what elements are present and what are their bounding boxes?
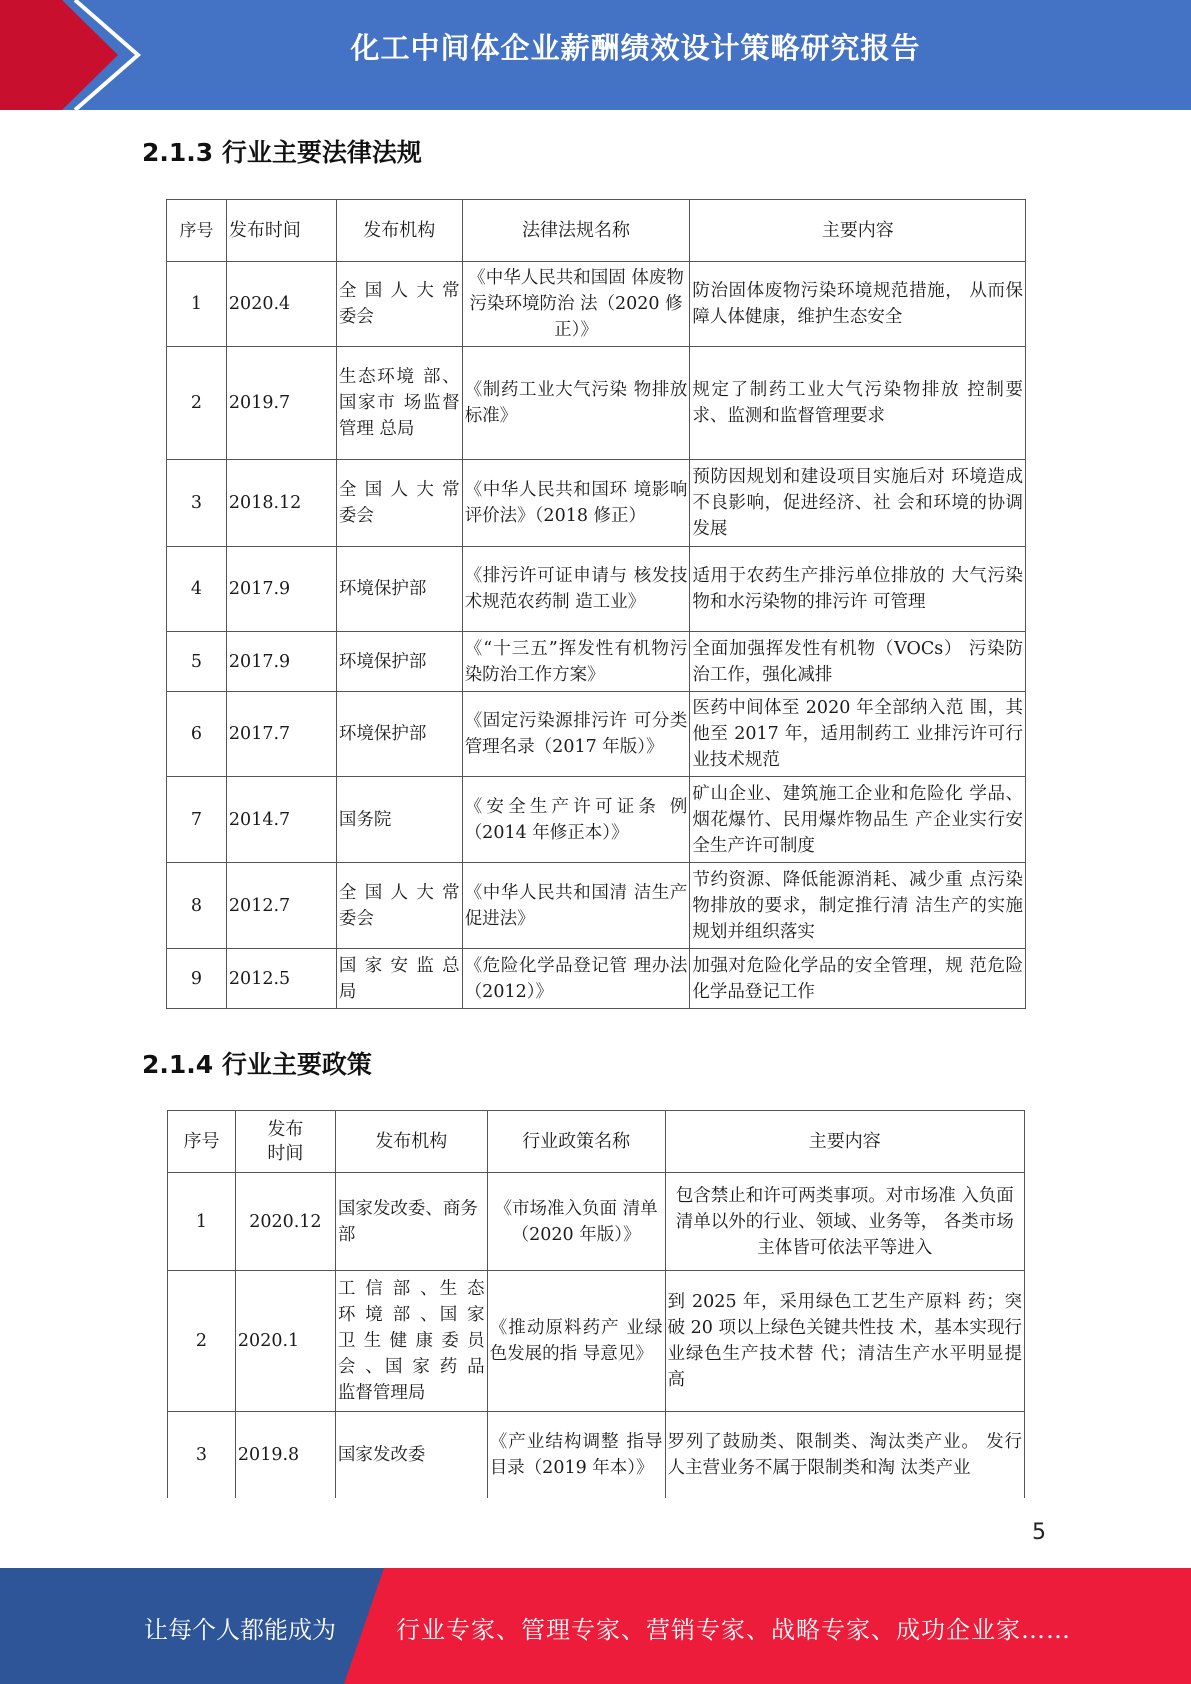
row-name: 《制药工业大气污染 物排放标准》 — [462, 347, 690, 460]
row-org: 环境保护部 — [336, 692, 462, 777]
table-row — [167, 632, 1026, 692]
row-org: 国家发改委 — [335, 1412, 487, 1498]
table-row — [168, 1412, 1025, 1498]
row-no: 4 — [167, 547, 227, 632]
row-content: 防治固体废物污染环境规范措施， 从而保障人体健康，维护生态安全 — [690, 262, 1026, 347]
section-heading-laws: 2.1.3 行业主要法律法规 — [142, 138, 422, 167]
row-no: 5 — [167, 632, 227, 692]
row-name: 《中华人民共和国环 境影响评价法》（2018 修正） — [462, 460, 690, 547]
row-name: 《固定污染源排污许 可分类管理名录（2017 年版）》 — [462, 692, 690, 777]
row-date: 2014.7 — [226, 777, 336, 863]
row-date: 2017.9 — [226, 547, 336, 632]
row-org: 工 信 部 、生 态 环 境 部 、国 家 卫 生 健 康 委 员 会 、国 家 药 品 监督管理局 — [335, 1271, 487, 1412]
col-header-org: 发布机构 — [336, 200, 462, 262]
row-name: 《产业结构调整 指导目录（2019 年本）》 — [487, 1412, 665, 1498]
row-org: 全 国 人 大 常 委会 — [336, 262, 462, 347]
row-no: 1 — [168, 1173, 236, 1271]
table-header-row — [168, 1111, 1025, 1173]
footer-slogan-right: 行业专家、管理专家、营销专家、战略专家、成功企业家…… — [396, 1616, 1071, 1644]
row-date: 2018.12 — [226, 460, 336, 547]
row-no: 9 — [167, 949, 227, 1009]
page-number: 5 — [1032, 1520, 1046, 1545]
row-name: 《安全生产许可证条 例（2014 年修正本）》 — [462, 777, 690, 863]
page-footer — [0, 1568, 1191, 1684]
row-date: 2020.4 — [226, 262, 336, 347]
row-date: 2017.9 — [226, 632, 336, 692]
col-header-no: 序号 — [167, 200, 227, 262]
row-content: 罗列了鼓励类、限制类、淘汰类产业。 发行人主营业务不属于限制类和淘 汰类产业 — [665, 1412, 1025, 1498]
col-header-name: 行业政策名称 — [487, 1111, 665, 1173]
table-row — [167, 262, 1026, 347]
col-header-date: 发布时间 — [226, 200, 336, 262]
row-date: 2017.7 — [226, 692, 336, 777]
row-org: 国家发改委、商务部 — [335, 1173, 487, 1271]
page-header — [0, 0, 1191, 110]
row-date: 2020.1 — [235, 1271, 335, 1412]
row-name: 《危险化学品登记管 理办法（2012）》 — [462, 949, 690, 1009]
row-name: 《中华人民共和国清 洁生产促进法》 — [462, 863, 690, 949]
col-header-content: 主要内容 — [690, 200, 1026, 262]
row-content: 到 2025 年，采用绿色工艺生产原料 药；突破 20 项以上绿色关键共性技 术，基本实现行业绿色生产技术替 代；清洁生产水平明显提高 — [665, 1271, 1025, 1412]
row-no: 3 — [167, 460, 227, 547]
table-row — [167, 777, 1026, 863]
row-name: 《排污许可证申请与 核发技术规范农药制 造工业》 — [462, 547, 690, 632]
row-content: 预防因规划和建设项目实施后对 环境造成不良影响，促进经济、社 会和环境的协调发展 — [690, 460, 1026, 547]
row-org: 国 家 安 监 总 局 — [336, 949, 462, 1009]
footer-slogan-left: 让每个人都能成为 — [144, 1616, 336, 1644]
row-no: 6 — [167, 692, 227, 777]
table-row — [168, 1271, 1025, 1412]
col-header-org: 发布机构 — [335, 1111, 487, 1173]
report-title: 化工中间体企业薪酬绩效设计策略研究报告 — [350, 31, 921, 65]
table-row — [167, 692, 1026, 777]
row-content: 节约资源、降低能源消耗、减少重 点污染物排放的要求，制定推行清 洁生产的实施规划并组织落实 — [690, 863, 1026, 949]
table-row — [167, 460, 1026, 547]
row-no: 2 — [168, 1271, 236, 1412]
row-date: 2012.7 — [226, 863, 336, 949]
table-row — [167, 863, 1026, 949]
header-arrow-decoration — [0, 0, 200, 110]
row-name: 《“十三五”挥发性有机物污染防治工作方案》 — [462, 632, 690, 692]
laws-table — [166, 199, 1026, 1009]
col-header-date: 发布时间 — [235, 1111, 335, 1173]
table-header-row — [167, 200, 1026, 262]
row-no: 1 — [167, 262, 227, 347]
table-row — [167, 949, 1026, 1009]
col-header-content: 主要内容 — [665, 1111, 1025, 1173]
row-date: 2019.7 — [226, 347, 336, 460]
row-content: 适用于农药生产排污单位排放的 大气污染物和水污染物的排污许 可管理 — [690, 547, 1026, 632]
policies-table — [167, 1110, 1025, 1498]
table-row — [167, 547, 1026, 632]
table-row — [167, 347, 1026, 460]
row-date: 2012.5 — [226, 949, 336, 1009]
section-heading-policies: 2.1.4 行业主要政策 — [142, 1050, 372, 1079]
row-org: 环境保护部 — [336, 547, 462, 632]
row-no: 8 — [167, 863, 227, 949]
row-content: 矿山企业、建筑施工企业和危险化 学品、烟花爆竹、民用爆炸物品生 产企业实行安全生产许可制度 — [690, 777, 1026, 863]
row-content: 加强对危险化学品的安全管理，规 范危险化学品登记工作 — [690, 949, 1026, 1009]
row-no: 7 — [167, 777, 227, 863]
row-org: 国务院 — [336, 777, 462, 863]
row-date: 2020.12 — [235, 1173, 335, 1271]
col-header-name: 法律法规名称 — [462, 200, 690, 262]
row-name: 《推动原料药产 业绿色发展的指 导意见》 — [487, 1271, 665, 1412]
row-date: 2019.8 — [235, 1412, 335, 1498]
row-org: 全 国 人 大 常 委会 — [336, 460, 462, 547]
row-content: 规定了制药工业大气污染物排放 控制要求、监测和监督管理要求 — [690, 347, 1026, 460]
row-no: 2 — [167, 347, 227, 460]
row-org: 环境保护部 — [336, 632, 462, 692]
row-content: 医药中间体至 2020 年全部纳入范 围，其他至 2017 年，适用制药工 业排污许可行业技术规范 — [690, 692, 1026, 777]
row-name: 《中华人民共和国固 体废物污染环境防治 法（2020 修正）》 — [462, 262, 690, 347]
row-name: 《市场准入负面 清单（2020 年版）》 — [487, 1173, 665, 1271]
row-org: 全 国 人 大 常 委会 — [336, 863, 462, 949]
col-header-no: 序号 — [168, 1111, 236, 1173]
row-content: 包含禁止和许可两类事项。对市场准 入负面清单以外的行业、领域、业务等， 各类市场主体皆可依法平等进入 — [665, 1173, 1025, 1271]
table-row — [168, 1173, 1025, 1271]
row-content: 全面加强挥发性有机物（VOCs） 污染防治工作，强化减排 — [690, 632, 1026, 692]
row-no: 3 — [168, 1412, 236, 1498]
row-org: 生态环境 部、国家市 场监督管理 总局 — [336, 347, 462, 460]
